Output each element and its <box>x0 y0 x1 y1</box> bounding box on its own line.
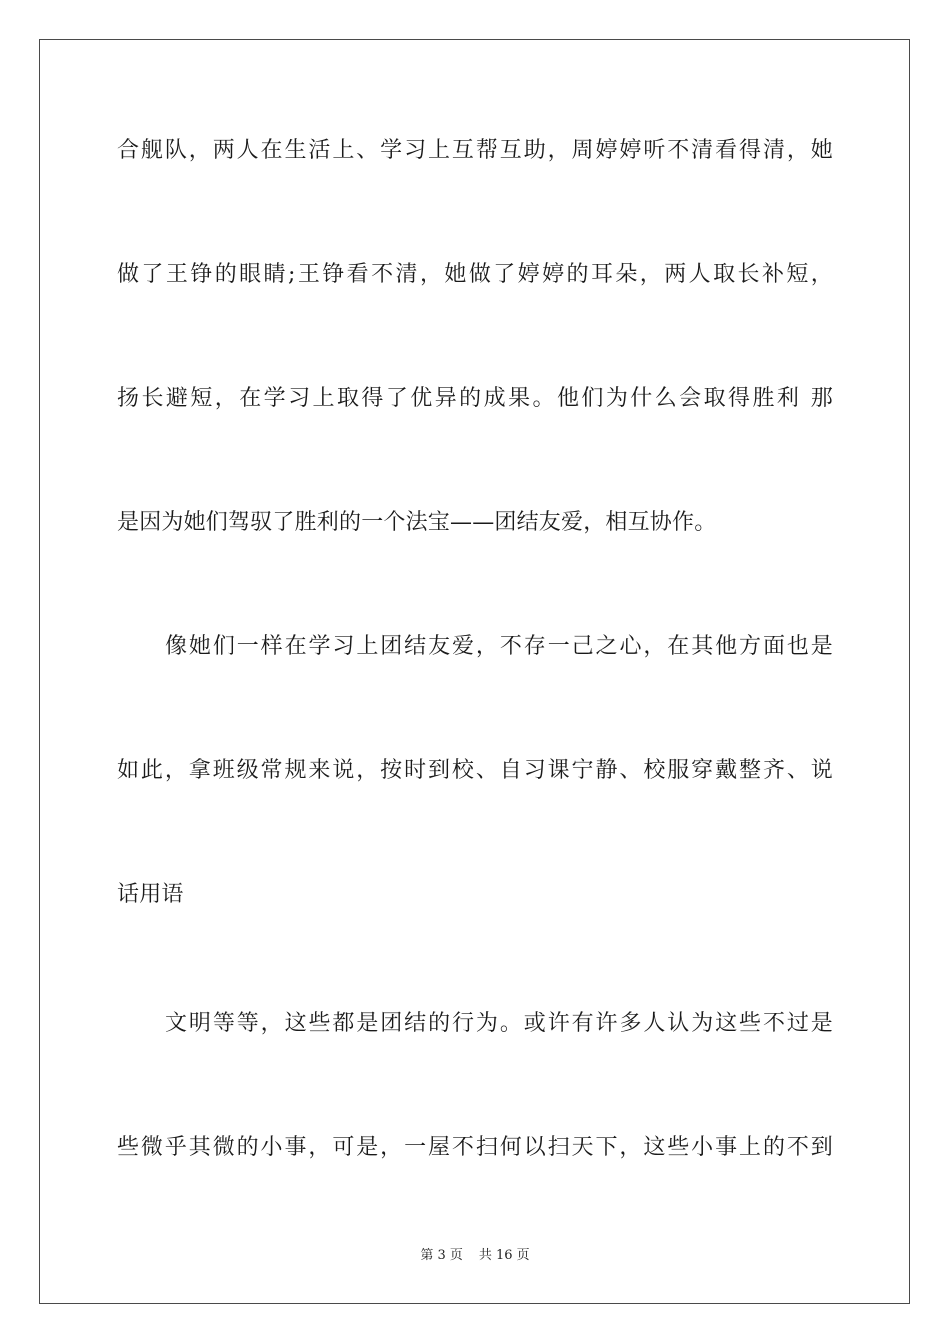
text-line-1: 合舰队，两人在生活上、学习上互帮互助，周婷婷听不清看得清，她 <box>117 138 833 163</box>
text-line-3: 扬长避短，在学习上取得了优异的成果。他们为什么会取得胜利 那 <box>117 386 833 411</box>
text-line-2: 做了王铮的眼睛;王铮看不清，她做了婷婷的耳朵，两人取长补短， <box>117 262 833 287</box>
page-footer <box>0 1247 950 1265</box>
paragraph-start-line-8: 文明等等，这些都是团结的行为。或许有许多人认为这些不过是 <box>165 1011 833 1036</box>
page-number: 第 3 页 <box>420 1248 463 1263</box>
paragraph-start-line-5: 像她们一样在学习上团结友爱，不存一己之心，在其他方面也是 <box>165 634 833 659</box>
text-line-7: 话用语 <box>117 882 184 907</box>
text-line-9: 些微乎其微的小事，可是，一屋不扫何以扫天下，这些小事上的不到 <box>117 1135 833 1160</box>
page-border <box>39 39 910 1304</box>
text-line-4: 是因为她们驾驭了胜利的一个法宝——团结友爱，相互协作。 <box>117 510 717 535</box>
text-line-6: 如此，拿班级常规来说，按时到校、自习课宁静、校服穿戴整齐、说 <box>117 758 833 783</box>
page-total: 共 16 页 <box>478 1248 530 1263</box>
